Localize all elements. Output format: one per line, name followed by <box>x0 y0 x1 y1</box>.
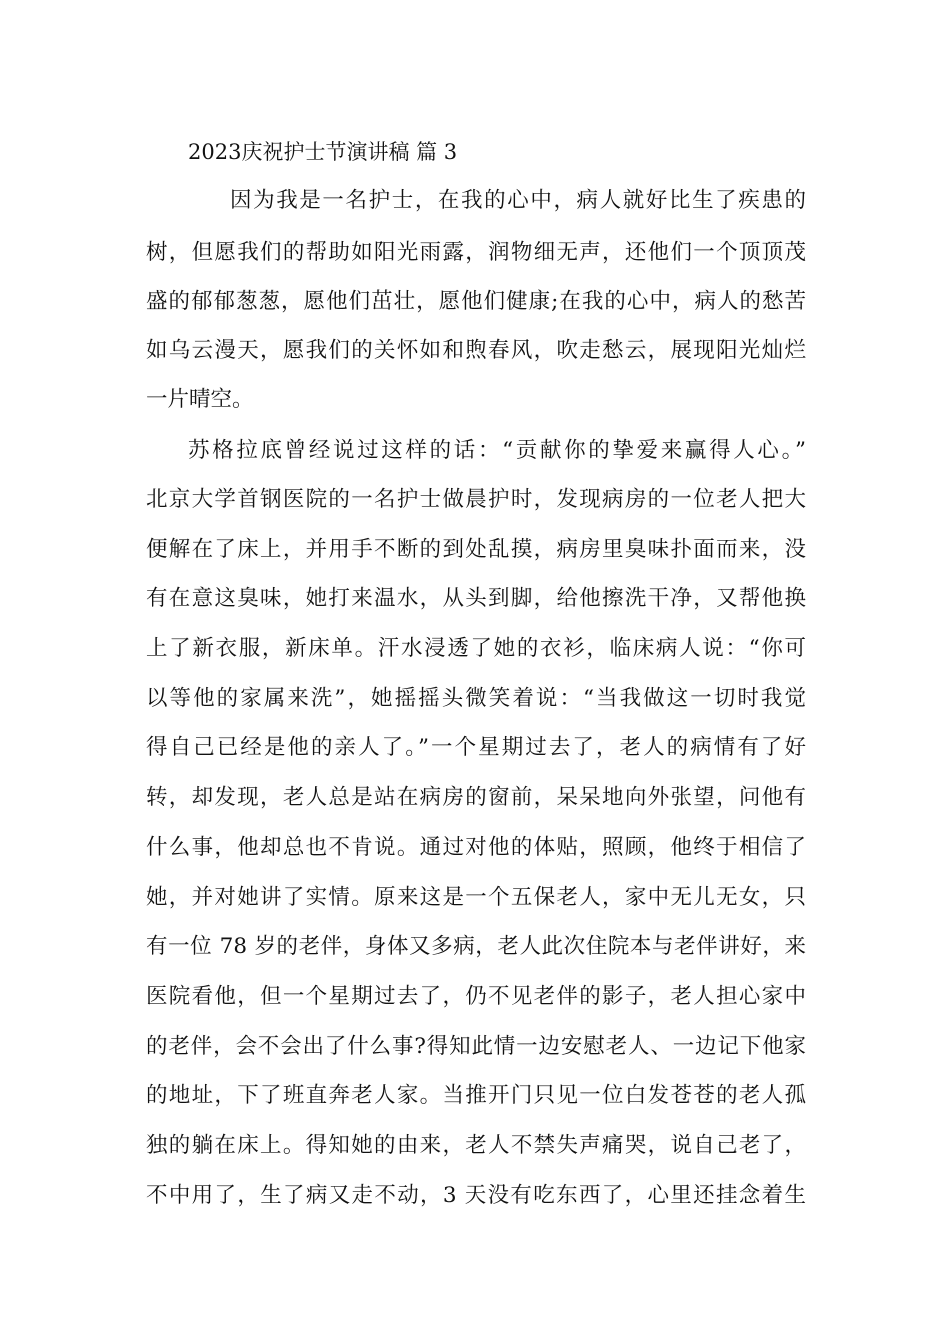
paragraph-2-line: 独的躺在床上。得知她的由来，老人不禁失声痛哭，说自己老了， <box>146 1133 806 1158</box>
paragraph-2-line: 医院看他，但一个星期过去了，仍不见老伴的影子，老人担心家中 <box>146 984 806 1009</box>
paragraph-2-line: 的老伴，会不会出了什么事?得知此情一边安慰老人、一边记下他家 <box>146 1034 806 1059</box>
paragraph-2-line: 她，并对她讲了实情。原来这是一个五保老人，家中无儿无女，只 <box>146 885 806 910</box>
paragraph-2-line: 不中用了，生了病又走不动，3 天没有吃东西了，心里还挂念着生 <box>146 1183 806 1208</box>
paragraph-2-line: 有一位 78 岁的老伴，身体又多病，老人此次住院本与老伴讲好，来 <box>146 934 806 959</box>
paragraph-2-line: 有在意这臭味，她打来温水，从头到脚，给他擦洗干净，又帮他换 <box>146 586 806 611</box>
paragraph-2-line: 上了新衣服，新床单。汗水浸透了她的衣衫，临床病人说：“你可 <box>146 636 806 661</box>
paragraph-2-line: 什么事，他却总也不肯说。通过对他的体贴，照顾，他终于相信了 <box>146 835 806 860</box>
paragraph-1-line: 一片晴空。 <box>146 387 254 412</box>
paragraph-2-line: 苏格拉底曾经说过这样的话：“贡献你的挚爱来赢得人心。” <box>188 438 806 463</box>
paragraph-1-line: 如乌云漫天，愿我们的关怀如和煦春风，吹走愁云，展现阳光灿烂 <box>146 338 806 363</box>
paragraph-1-line: 盛的郁郁葱葱，愿他们茁壮，愿他们健康;在我的心中，病人的愁苦 <box>146 289 806 314</box>
paragraph-1-line: 树，但愿我们的帮助如阳光雨露，润物细无声，还他们一个顶顶茂 <box>146 240 806 265</box>
paragraph-2-line: 得自己已经是他的亲人了。”一个星期过去了，老人的病情有了好 <box>146 735 806 760</box>
paragraph-2-line: 的地址，下了班直奔老人家。当推开门只见一位白发苍苍的老人孤 <box>146 1083 806 1108</box>
paragraph-2-line: 便解在了床上，并用手不断的到处乱摸，病房里臭味扑面而来，没 <box>146 537 806 562</box>
paragraph-2-line: 北京大学首钢医院的一名护士做晨护时，发现病房的一位老人把大 <box>146 487 806 512</box>
paragraph-2-line: 转，却发现，老人总是站在病房的窗前，呆呆地向外张望，问他有 <box>146 785 806 810</box>
document-heading: 2023庆祝护士节演讲稿 篇 3 <box>188 140 458 164</box>
paragraph-1-line: 因为我是一名护士，在我的心中，病人就好比生了疾患的 <box>230 188 806 213</box>
paragraph-2-line: 以等他的家属来洗”，她摇摇头微笑着说：“当我做这一切时我觉 <box>146 686 806 711</box>
